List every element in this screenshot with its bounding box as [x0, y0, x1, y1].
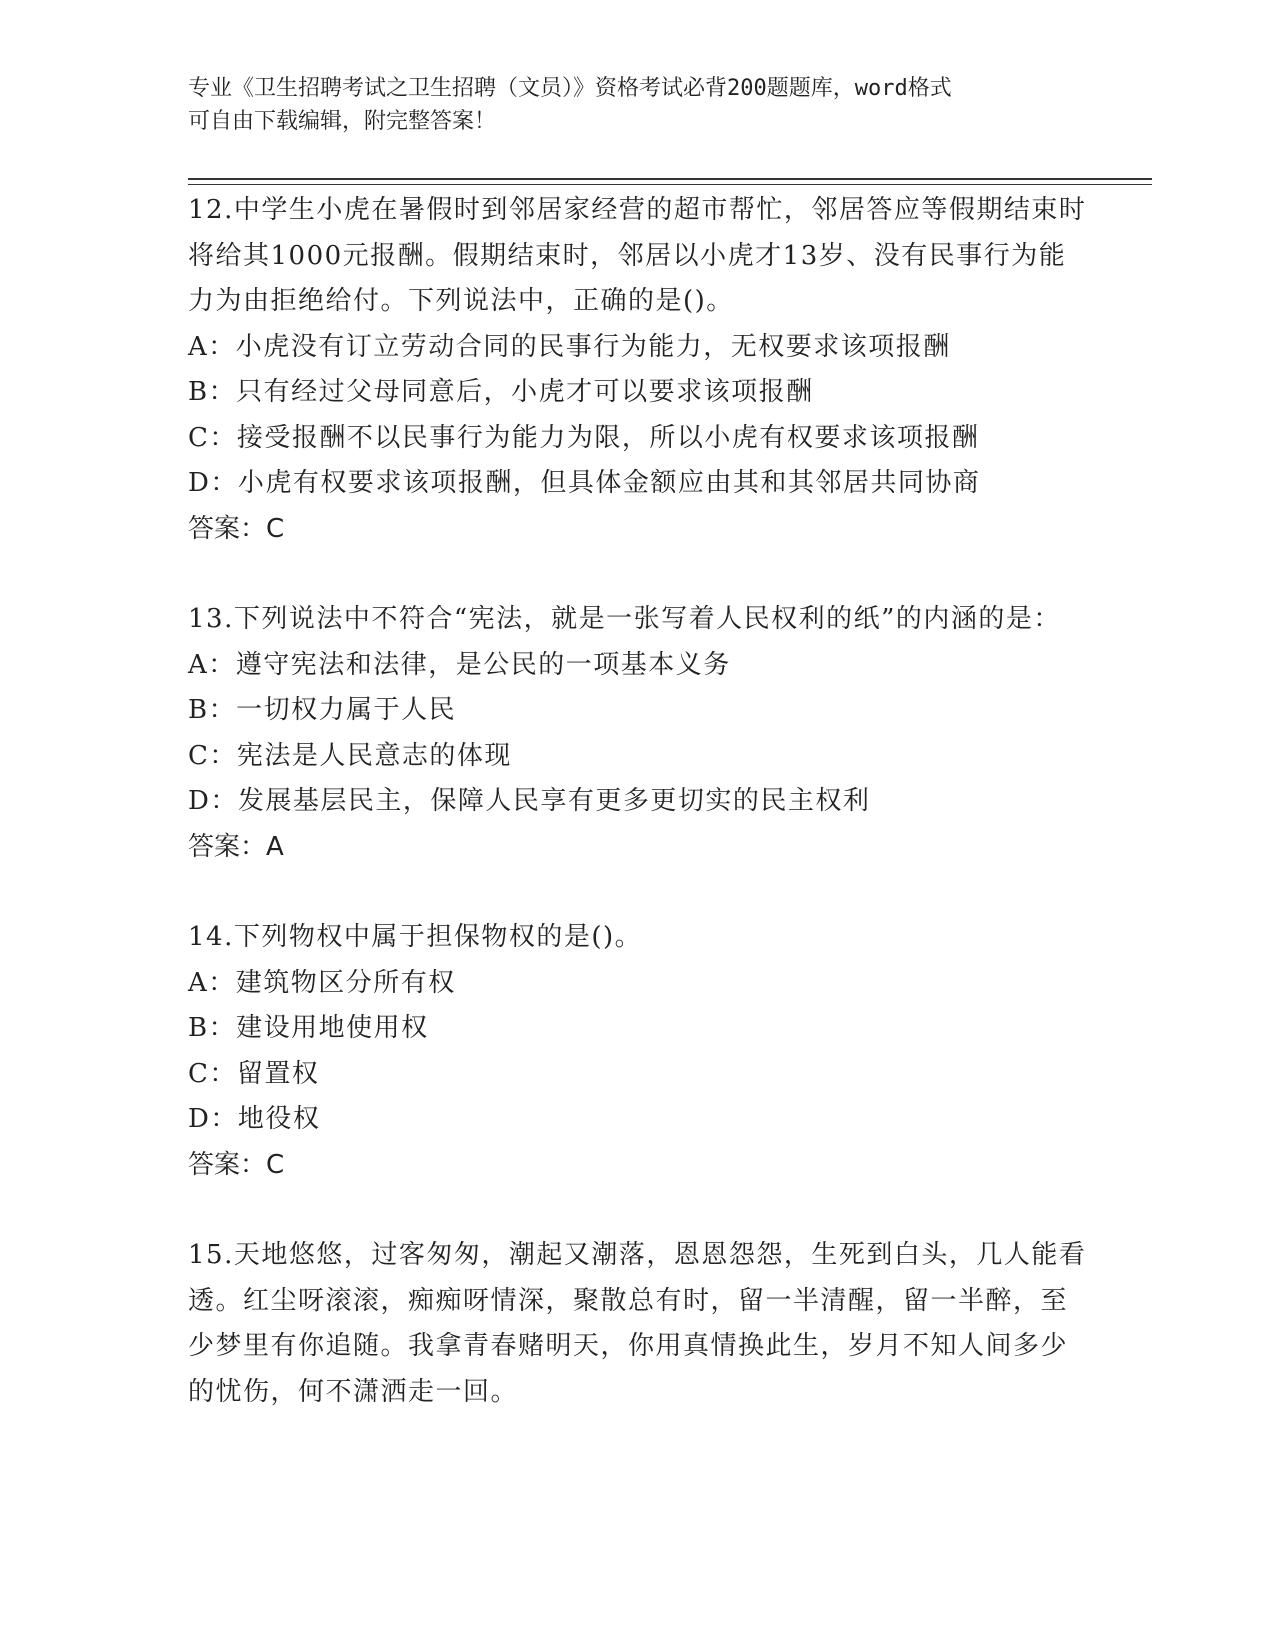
question-list [188, 188, 1088, 1460]
option-a: A：建筑物区分所有权 [188, 967, 456, 998]
question-12 [188, 188, 1088, 552]
option-b: B：建设用地使用权 [188, 1013, 429, 1043]
option-b: B：一切权力属于人民 [188, 695, 457, 725]
option-c: C：宪法是人民意志的体现 [188, 740, 512, 771]
question-15 [188, 1233, 1088, 1415]
answer: 答案：A [188, 831, 284, 862]
header-line-1: 专业《卫生招聘考试之卫生招聘（文员）》资格考试必背200题题库，word格式 [188, 76, 952, 101]
header-line-2: 可自由下载编辑，附完整答案！ [188, 109, 497, 134]
option-c: C：留置权 [188, 1058, 320, 1089]
answer: 答案：C [188, 1149, 285, 1180]
option-b: B：只有经过父母同意后，小虎才可以要求该项报酬 [188, 377, 814, 407]
option-d: D：地役权 [188, 1104, 321, 1134]
question-14 [188, 915, 1088, 1188]
question-text: 13.下列说法中不符合“宪法，就是一张写着人民权利的纸”的内涵的是： [188, 604, 1061, 634]
option-d: D：小虎有权要求该项报酬，但具体金额应由其和其邻居共同协商 [188, 468, 981, 498]
header-divider-thin [188, 184, 1152, 185]
question-13 [188, 597, 1088, 870]
header-divider-thick [188, 178, 1152, 180]
document-header [188, 72, 1088, 138]
option-c: C：接受报酬不以民事行为能力为限，所以小虎有权要求该项报酬 [188, 422, 980, 453]
option-a: A：小虎没有订立劳动合同的民事行为能力，无权要求该项报酬 [188, 331, 951, 362]
option-a: A：遵守宪法和法律，是公民的一项基本义务 [188, 649, 731, 680]
option-d: D：发展基层民主，保障人民享有更多更切实的民主权利 [188, 786, 871, 816]
question-text: 15.天地悠悠，过客匆匆，潮起又潮落，恩恩怨怨，生死到白头，几人能看透。红尘呀滚滚，痴痴呀情深，聚散总有时，留一半清醒，留一半醉，至少梦里有你追随。我拿青春赌明天，你用真情换此生，岁月不知人间多少的忧伤，何不潇洒走一回。 [188, 1240, 1087, 1407]
question-text: 14.下列物权中属于担保物权的是()。 [188, 922, 643, 952]
question-text: 12.中学生小虎在暑假时到邻居家经营的超市帮忙，邻居答应等假期结束时将给其1000元报酬。假期结束时，邻居以小虎才13岁、没有民事行为能力为由拒绝给付。下列说法中，正确的是()。 [188, 195, 1087, 316]
answer: 答案：C [188, 513, 285, 544]
